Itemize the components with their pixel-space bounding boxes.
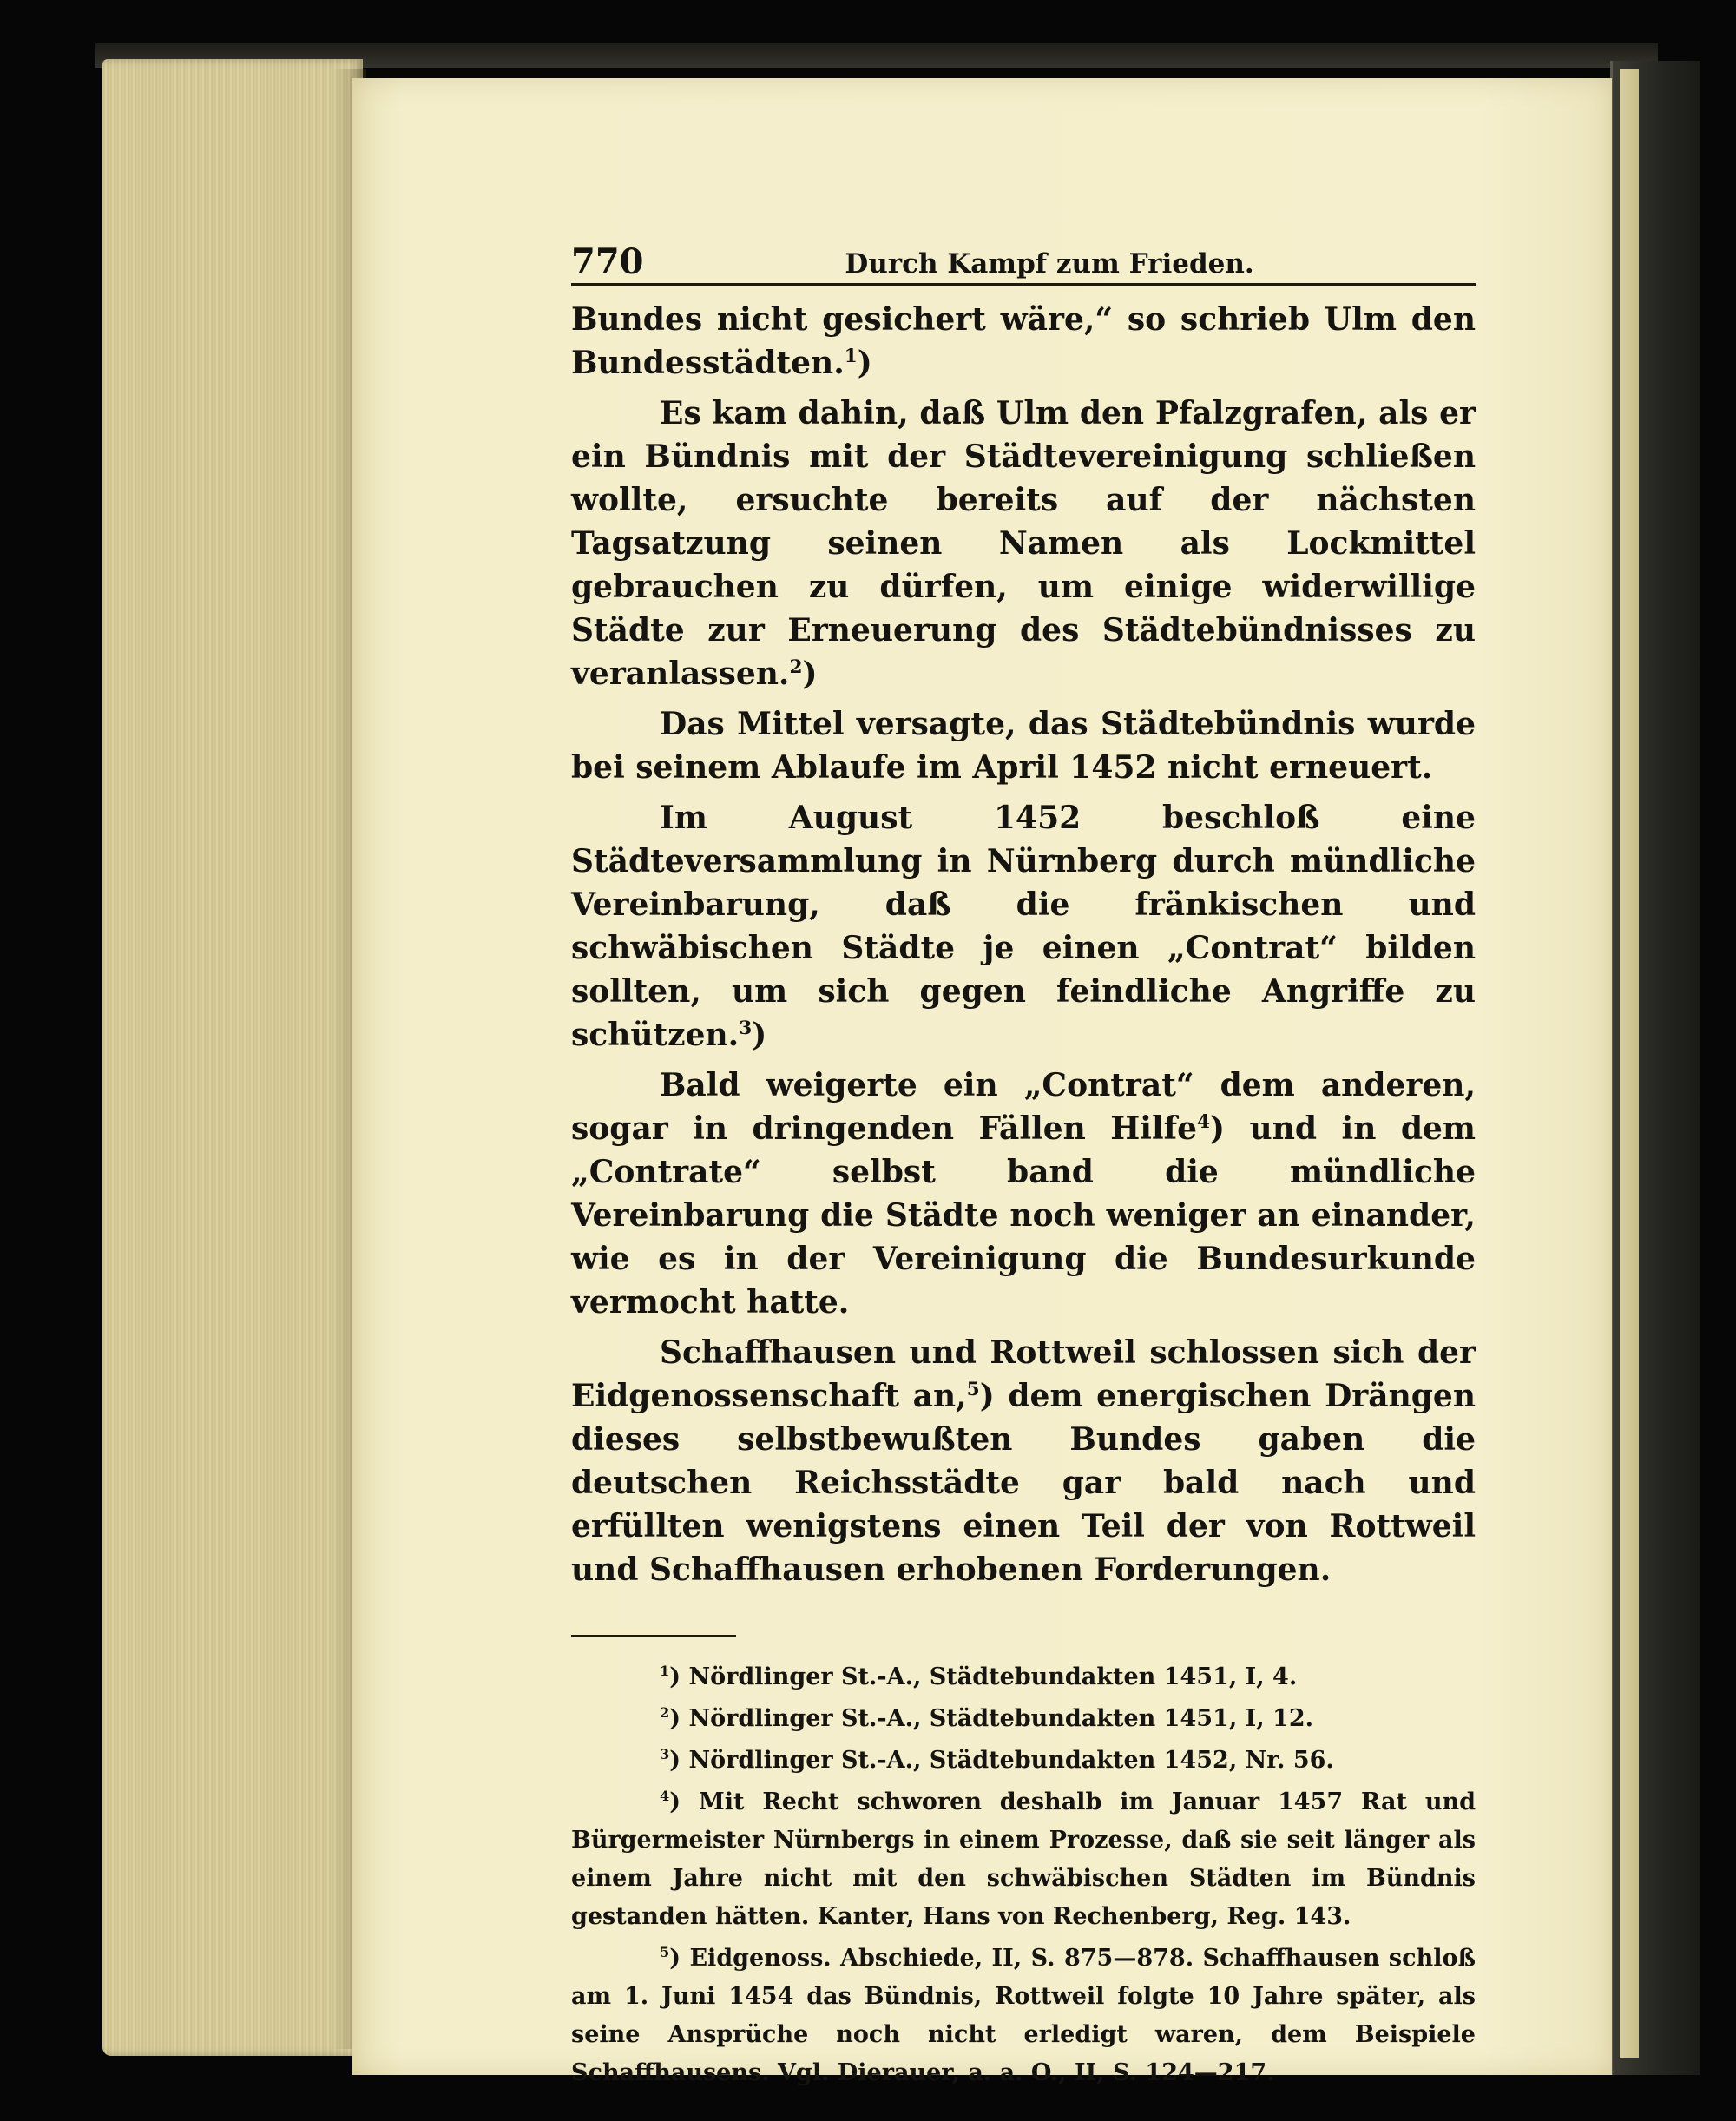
book-page-edges bbox=[102, 59, 363, 2056]
paragraph-4: Im August 1452 beschloß eine Städteversammlung in Nürnberg durch mündliche Vereinbarung, daß die fränkischen und schwäbischen Städte je einen „Contrat“ bilden sollten, um sich gegen feindliche Angriffe zu schützen.$^3$) bbox=[571, 800, 1476, 1053]
adjacent-page-sliver bbox=[1620, 69, 1639, 2058]
footnote-ref-2: 2 bbox=[789, 656, 803, 678]
footnote-3: $^3$) Nördlinger St.-A., Städtebundakten 1452, Nr. 56. bbox=[660, 1746, 1334, 1774]
paragraph-3: Das Mittel versagte, das Städtebündnis wurde bei seinem Ablaufe im April 1452 nicht erneuert. bbox=[571, 706, 1476, 786]
footnote-divider bbox=[571, 1635, 736, 1637]
footnote-ref-3: 3 bbox=[739, 1018, 753, 1039]
footnote-5: $^5$) Eidgenoss. Abschiede, II, S. 875—878. Schaffhausen schloß am 1. Juni 1454 das Bündnis, Rottweil folgte 10 Jahre später, als seine Ansprüche noch nicht erledigt waren, dem Beispiele Schaffhausens. Vgl. Dierauer, a. a. O., II, S. 124—217. bbox=[571, 1944, 1476, 2086]
footnote-4: $^4$) Mit Recht schworen deshalb im Januar 1457 Rat und Bürgermeister Nürnbergs in einem Prozesse, daß sie seit länger als einem Jahre nicht mit den schwäbischen Städten im Bündnis gestanden hätten. Kanter, Hans von Rechenberg, Reg. 143. bbox=[571, 1788, 1476, 1930]
paragraph-5: Bald weigerte ein „Contrat“ dem anderen, sogar in dringenden Fällen Hilfe$^4$) und in dem „Contrate“ selbst band die mündliche Vereinbarung die Städte noch weniger an einander, wie es in der Vereinigung die Bundesurkunde vermocht hatte. bbox=[571, 1067, 1476, 1321]
footnote-2: $^2$) Nördlinger St.-A., Städtebundakten 1451, I, 12. bbox=[660, 1704, 1314, 1732]
page-content bbox=[571, 243, 1476, 2096]
paragraph-6: Schaffhausen und Rottweil schlossen sich der Eidgenossenschaft an,$^5$) dem energischen Drängen dieses selbstbewußten Bundes gaben die deutschen Reichsstädte gar bald nach und erfüllten wenigstens einen Teil der von Rottweil und Schaffhausen erhobenen Forderungen. bbox=[571, 1334, 1476, 1588]
footnote-ref-5: 5 bbox=[966, 1379, 980, 1400]
running-head bbox=[571, 243, 1476, 286]
book-page bbox=[352, 78, 1612, 2086]
footnote-ref-1: 1 bbox=[844, 346, 858, 367]
adjacent-book-spine bbox=[1610, 61, 1700, 2075]
paragraph-1: Bundes nicht gesichert wäre,“ so schrieb Ulm den Bundesstädten.$^1$) bbox=[571, 301, 1476, 381]
body-text bbox=[571, 298, 1476, 1591]
paragraph-2: Es kam dahin, daß Ulm den Pfalzgrafen, als er ein Bündnis mit der Städtevereinigung schließen wollte, ersuchte bereits auf der nächsten Tagsatzung seinen Namen als Lockmittel gebrauchen zu dürfen, um einige widerwillige Städte zur Erneuerung des Städtebündnisses zu veranlassen.$^2$) bbox=[571, 395, 1476, 692]
running-title: Durch Kampf zum Frieden. bbox=[845, 248, 1254, 280]
footnote-1: $^1$) Nördlinger St.-A., Städtebundakten 1451, I, 4. bbox=[660, 1663, 1298, 1690]
page-number: 770 bbox=[571, 241, 644, 282]
footnote-ref-4: 4 bbox=[1197, 1111, 1211, 1133]
footnotes bbox=[571, 1658, 1476, 2092]
